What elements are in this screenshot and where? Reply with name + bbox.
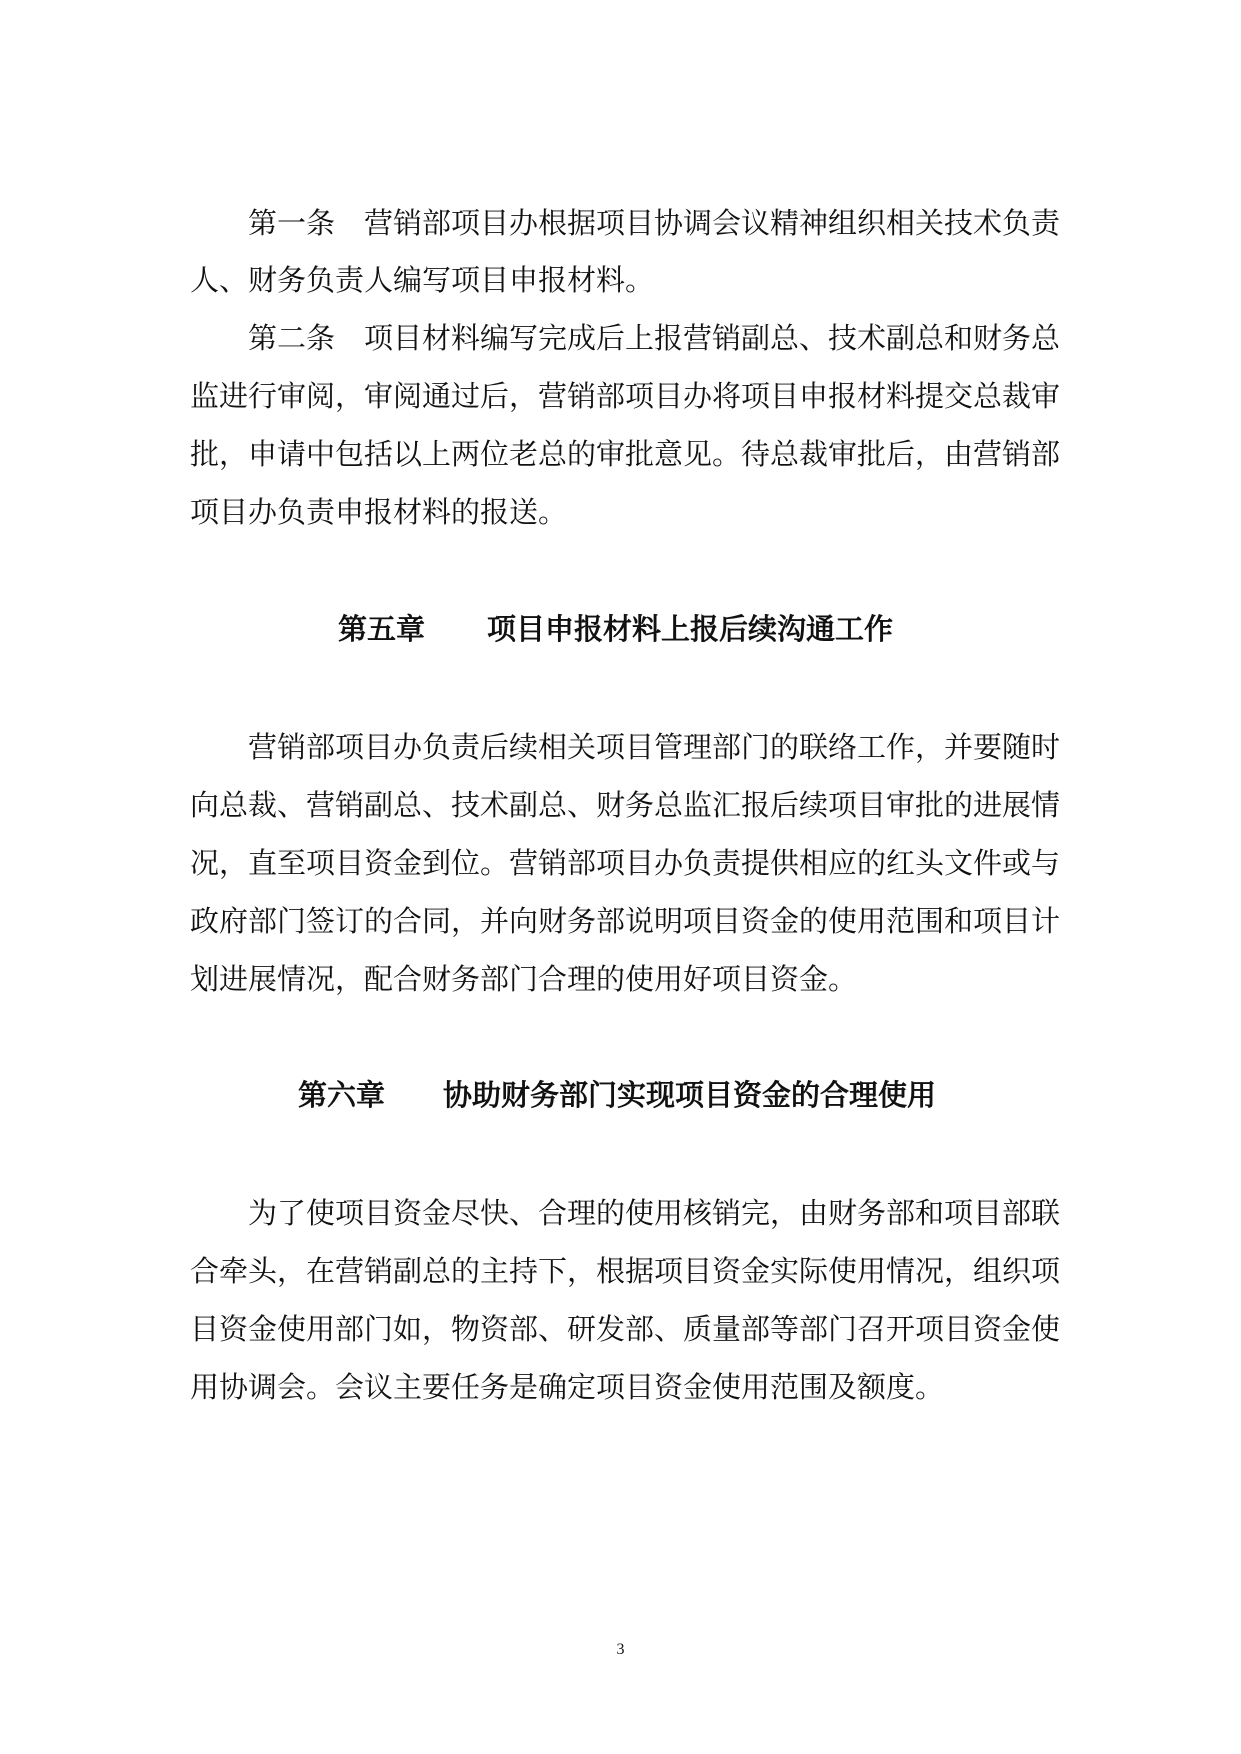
article-1-line-2: 人、财务负责人编写项目申报材料。 xyxy=(190,263,655,297)
article-2-line-4: 项目办负责申报材料的报送。 xyxy=(190,495,568,529)
chapter-6-line-2: 合牵头，在营销副总的主持下，根据项目资金实际使用情况，组织项 xyxy=(190,1254,1061,1288)
chapter-6-line-4: 用协调会。会议主要任务是确定项目资金使用范围及额度。 xyxy=(190,1370,945,1404)
chapter-6-line-1: 为了使项目资金尽快、合理的使用核销完，由财务部和项目部联 xyxy=(248,1196,1061,1230)
chapter-6-number: 第六章 xyxy=(298,1078,386,1112)
chapter-5-line-5: 划进展情况，配合财务部门合理的使用好项目资金。 xyxy=(190,962,858,996)
article-2-line-2: 监进行审阅，审阅通过后，营销部项目办将项目申报材料提交总裁审 xyxy=(190,379,1061,413)
chapter-5-line-1: 营销部项目办负责后续相关项目管理部门的联络工作，并要随时 xyxy=(248,730,1061,764)
page-number: 3 xyxy=(616,1641,625,1658)
chapter-6-line-3: 目资金使用部门如，物资部、研发部、质量部等部门召开项目资金使 xyxy=(190,1312,1061,1346)
chapter-5-line-2: 向总裁、营销副总、技术副总、财务总监汇报后续项目审批的进展情 xyxy=(190,788,1061,822)
chapter-5-title: 项目申报材料上报后续沟通工作 xyxy=(487,612,894,646)
chapter-5-line-3: 况，直至项目资金到位。营销部项目办负责提供相应的红头文件或与 xyxy=(190,846,1061,880)
chapter-5-line-4: 政府部门签订的合同，并向财务部说明项目资金的使用范围和项目计 xyxy=(190,904,1061,938)
chapter-6-title: 协助财务部门实现项目资金的合理使用 xyxy=(443,1078,937,1112)
chapter-5-number: 第五章 xyxy=(338,612,426,646)
article-1-line-1: 第一条 营销部项目办根据项目协调会议精神组织相关技术负责 xyxy=(248,206,1061,240)
article-2-line-1: 第二条 项目材料编写完成后上报营销副总、技术副总和财务总 xyxy=(248,321,1061,355)
article-2-line-3: 批，申请中包括以上两位老总的审批意见。待总裁审批后，由营销部 xyxy=(190,437,1061,471)
